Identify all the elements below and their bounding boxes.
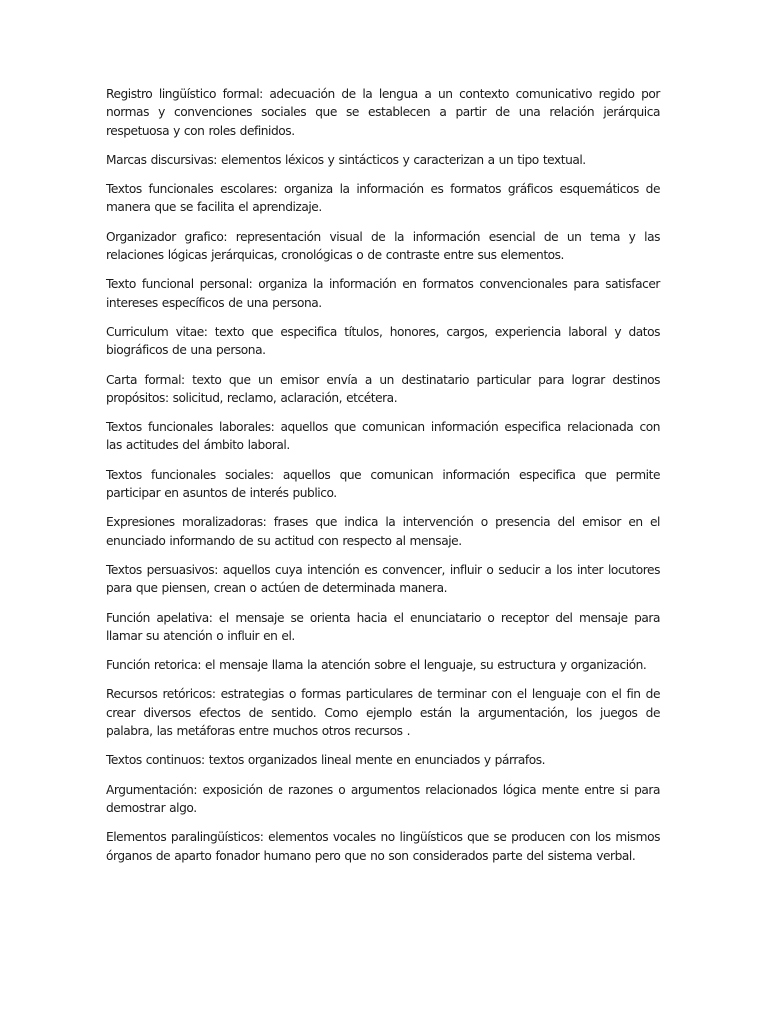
- paragraph-recursos-retoricos: Recursos retóricos: estrategias o formas particulares de terminar con el lenguaje con el fin de crear diversos efectos de sentido. Como ejemplo están la argumentación, los juegos de palabra, las metáforas entre muchos otros recursos .: [106, 687, 660, 739]
- paragraph-textos-funcionales-escolares: Textos funcionales escolares: organiza la información es formatos gráficos esquemáticos de manera que se facilita el aprendizaje.: [106, 182, 660, 215]
- paragraph-expresiones-moralizadoras: Expresiones moralizadoras: frases que indica la intervención o presencia del emisor en el enunciado informando de su actitud con respecto al mensaje.: [106, 515, 660, 548]
- paragraph-organizador-grafico: Organizador grafico: representación visual de la información esencial de un tema y las relaciones lógicas jerárquicas, cronológicas o de contraste entre sus elementos.: [106, 229, 660, 263]
- paragraph-registro-linguistico: Registro lingüístico formal: adecuación de la lengua a un contexto comunicativo regido por normas y convenciones sociales que se establecen a partir de una relación jerárquica respetuosa y con roles definidos.: [106, 87, 660, 138]
- paragraph-carta-formal: Carta formal: texto que un emisor envía a un destinatario particular para lograr destinos propósitos: solicitud, reclamo, aclaración, etcétera.: [106, 372, 660, 405]
- paragraph-marcas-discursivas: Marcas discursivas: elementos léxicos y sintácticos y caracterizan a un tipo textual.: [106, 152, 586, 167]
- paragraph-textos-persuasivos: Textos persuasivos: aquellos cuya intención es convencer, influir o seducir a los inter locutores para que piensen, crean o actúen de determinada manera.: [106, 562, 660, 596]
- paragraph-textos-continuos: Textos continuos: textos organizados lineal mente en enunciados y párrafos.: [106, 753, 546, 768]
- paragraph-argumentacion: Argumentación: exposición de razones o argumentos relacionados lógica mente entre si para demostrar algo.: [106, 782, 660, 815]
- paragraph-texto-funcional-personal: Texto funcional personal: organiza la información en formatos convencionales para satisfacer intereses específicos de una persona.: [106, 277, 660, 310]
- paragraph-funcion-retorica: Función retorica: el mensaje llama la atención sobre el lenguaje, su estructura y organización.: [106, 658, 647, 673]
- document-body: [106, 85, 660, 876]
- paragraph-funcion-apelativa: Función apelativa: el mensaje se orienta hacia el enunciatario o receptor del mensaje para llamar su atención o influir en el.: [106, 610, 660, 643]
- paragraph-elementos-paralinguisticos: Elementos paralingüísticos: elementos vocales no lingüísticos que se producen con los mismos órganos de aparto fonador humano pero que no son considerados parte del sistema verbal.: [106, 830, 660, 863]
- paragraph-textos-funcionales-sociales: Textos funcionales sociales: aquellos que comunican información especifica que permite participar en asuntos de interés publico.: [106, 467, 660, 501]
- paragraph-curriculum-vitae: Curriculum vitae: texto que especifica títulos, honores, cargos, experiencia laboral y datos biográficos de una persona.: [106, 324, 660, 358]
- paragraph-textos-funcionales-laborales: Textos funcionales laborales: aquellos que comunican información especifica relacionada con las actitudes del ámbito laboral.: [106, 420, 660, 453]
